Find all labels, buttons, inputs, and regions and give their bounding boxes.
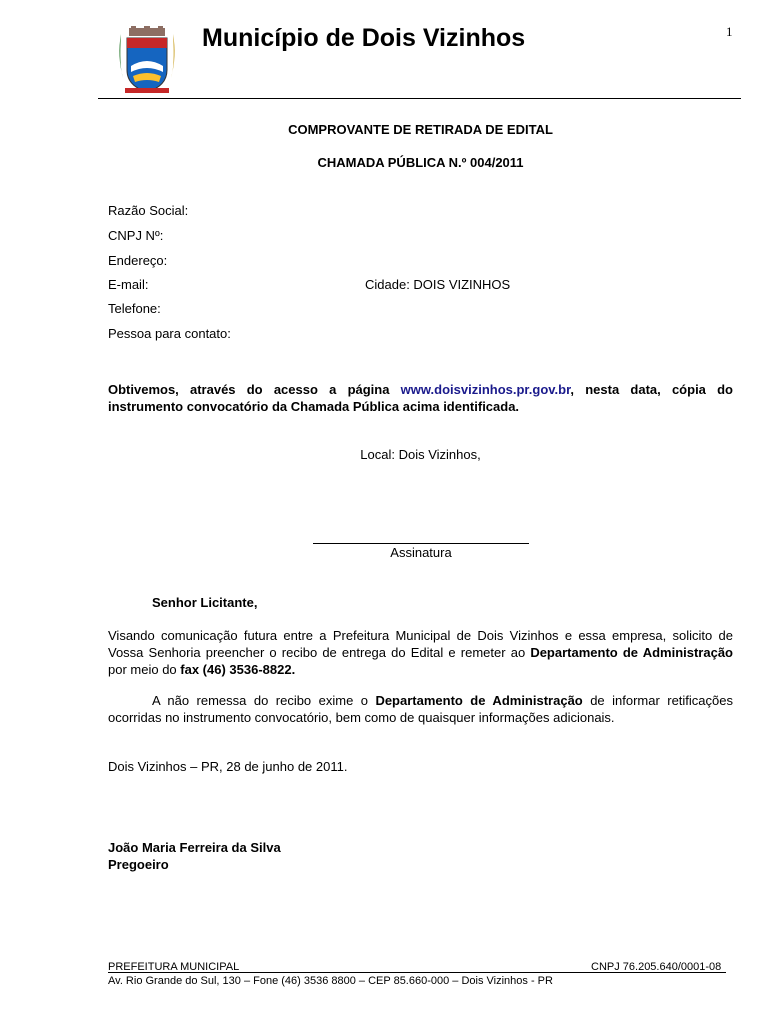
local-line: Local: Dois Vizinhos, xyxy=(360,447,481,462)
signature-label: Assinatura xyxy=(390,545,452,560)
doc-subheading: CHAMADA PÚBLICA N.º 004/2011 xyxy=(317,155,524,170)
field-cidade: Cidade: DOIS VIZINHOS xyxy=(365,277,511,292)
footer-divider xyxy=(108,972,726,973)
field-cnpj: CNPJ Nº: xyxy=(108,228,164,243)
website-link[interactable]: www.doisvizinhos.pr.gov.br xyxy=(400,382,571,397)
field-razao-social: Razão Social: xyxy=(108,203,189,218)
footer-left: PREFEITURA MUNICIPAL xyxy=(108,961,240,973)
field-telefone: Telefone: xyxy=(108,301,161,316)
page-title: Município de Dois Vizinhos xyxy=(202,24,526,52)
statement-paragraph: Obtivemos, através do acesso a página www.doisvizinhos.pr.gov.br, nesta data, cópia do instrumento convocatório da Chamada Pública acima identificada. xyxy=(108,382,733,414)
municipal-crest-icon xyxy=(115,26,179,94)
request-paragraph: Visando comunicação futura entre a Prefeitura Municipal de Dois Vizinhos e essa empresa, solicito de Vossa Senhoria preencher o recibo de entrega do Edital e remeter ao Departamento de Administração por meio do fax (46) 3536-8822. xyxy=(108,628,733,677)
header-divider xyxy=(98,98,741,99)
date-line: Dois Vizinhos – PR, 28 de junho de 2011. xyxy=(108,759,348,774)
signature-line xyxy=(313,543,529,544)
page-number: 1 xyxy=(726,24,733,39)
field-email: E-mail: xyxy=(108,277,149,292)
salutation: Senhor Licitante, xyxy=(152,595,258,610)
field-contato: Pessoa para contato: xyxy=(108,326,231,341)
signer-role: Pregoeiro xyxy=(108,857,169,872)
footer-address: Av. Rio Grande do Sul, 130 – Fone (46) 3536 8800 – CEP 85.660-000 – Dois Vizinhos - PR xyxy=(108,975,553,987)
field-endereco: Endereço: xyxy=(108,253,168,268)
doc-heading: COMPROVANTE DE RETIRADA DE EDITAL xyxy=(288,122,553,137)
signer-name: João Maria Ferreira da Silva xyxy=(108,840,281,855)
footer-right: CNPJ 76.205.640/0001-08 xyxy=(591,961,722,973)
notice-paragraph: A não remessa do recibo exime o Departamento de Administração de informar retificações ocorridas no instrumento convocatório, bem como de quaisquer informações adicionais. xyxy=(108,693,733,725)
